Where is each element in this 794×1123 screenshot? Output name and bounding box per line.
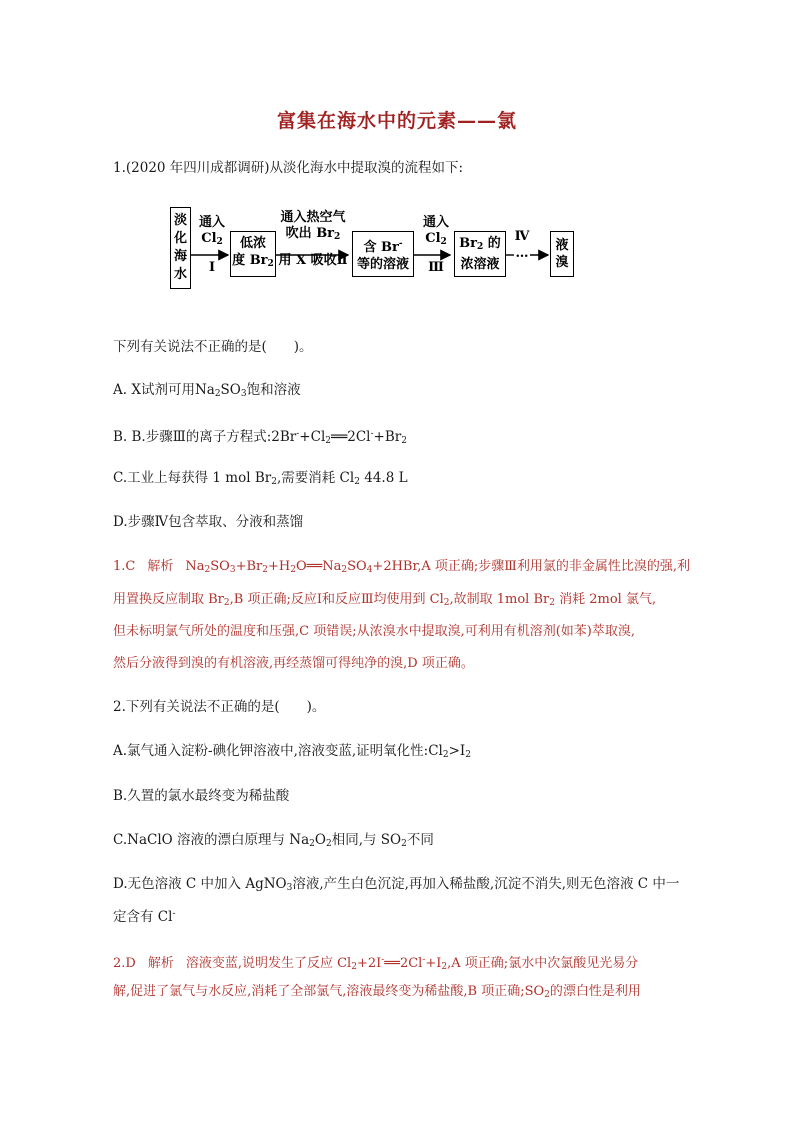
a1-line4: 然后分液得到溴的有机溶液,再经蒸馏可得纯净的溴,D 项正确。 (113, 656, 474, 671)
step1-label (194, 215, 230, 276)
step3-label (418, 215, 454, 276)
q1-intro: 1.(2020 年四川成都调研)从淡化海水中提取溴的流程如下: (113, 160, 464, 176)
step4-dots: … (515, 246, 529, 261)
step2-label (274, 210, 352, 269)
page-title: 富集在海水中的元素——氯 (276, 110, 517, 132)
step1-number: Ⅰ (208, 260, 216, 275)
box1-char: 化 (173, 231, 187, 246)
box3-line1: 含 Br- (363, 238, 403, 255)
step2-line3: 用 X 吸收Ⅱ (278, 253, 348, 268)
step2-line1: 通入热空气 (280, 210, 346, 225)
q2-stem: 2.下列有关说法不正确的是( )。 (113, 699, 326, 715)
q2-option-d-line1: D.无色溶液 C 中加入 AgNO$_3$溶液,产生白色沉淀,再加入稀盐酸,沉淀不消失,则无色溶液 C 中一 (113, 876, 680, 893)
a1-line2: 用置换反应制取 $Br_2,B$ 项正确;反应Ⅰ和反应Ⅲ均使用到 $Cl_2$,故制取 1mol $Br_2$ 消耗 2mol 氯气, (113, 592, 657, 608)
box2-line1: 低浓 (239, 236, 266, 251)
box5-char: 溴 (555, 255, 569, 270)
step4-label: Ⅳ (514, 229, 530, 244)
q2-option-a: A.氯气通入淀粉-碘化钾溶液中,溶液变蓝,证明氧化性$:Cl_2>I_2$ (113, 743, 472, 760)
a2-line2: 解,促进了氯气与水反应,消耗了全部氯气,溶液最终变为稀盐酸,B 项正确$;SO_2$的漂白性是利用 (113, 984, 641, 1000)
box5-char: 液 (555, 238, 569, 253)
step1-top: 通入 (198, 215, 225, 230)
box1-char: 水 (173, 267, 187, 282)
q1-option-c: C.工业上每获得 1 mol $Br_2$,需要消耗 $Cl_2$ 44.8 L (113, 470, 408, 487)
a2-line1: 2.D 解析 溶液变蓝,说明发生了反应 $Cl_2+2I^-══2Cl^-+I_2,A$ 项正确;氯水中次氯酸见光易分 (113, 955, 639, 972)
step3-top: 通入 (422, 215, 449, 230)
q1-stem: 下列有关说法不正确的是( )。 (113, 339, 313, 355)
q1-option-a: A. X试剂可用$Na_2SO_3$饱和溶液 (113, 382, 301, 399)
box-br2-concentrated (454, 231, 506, 277)
box-liquid-bromine (550, 231, 574, 277)
q2-option-b: B.久置的氯水最终变为稀盐酸 (113, 788, 290, 804)
bromine-extraction-flowchart (168, 205, 588, 293)
q1-option-d: D.步骤Ⅳ包含萃取、分液和蒸馏 (113, 514, 304, 530)
box-br-solution (352, 231, 414, 277)
box1-char: 淡 (173, 213, 187, 228)
q2-option-c: C.NaClO 溶液的漂白原理与 $Na_2O_2$相同,与 $SO_2$不同 (113, 832, 434, 849)
step3-chem: $Cl_2$ (425, 231, 447, 247)
box3-line2: 等的溶液 (356, 256, 409, 272)
step3-number: Ⅲ (428, 260, 444, 275)
step1-chem: $Cl_2$ (201, 231, 223, 247)
box1-char: 海 (173, 249, 187, 264)
step2-line2: 吹出 $Br_2$ (285, 226, 341, 242)
box4-line2: 浓溶液 (460, 257, 500, 272)
box-low-conc-br2 (230, 231, 276, 277)
box-desalinated-seawater (170, 207, 191, 289)
box4-line1: $Br_2$ 的 (459, 236, 501, 252)
a1-line3: 但未标明氯气所处的温度和压强,C 项错误;从浓溴水中提取溴,可利用有机溶剂(如苯)萃取溴, (113, 624, 636, 639)
box2-line2: 度 $Br_2$ (232, 253, 274, 269)
q2-option-d-line2: 定含有 Cl- (113, 909, 176, 925)
q1-option-b: B. B.步骤Ⅲ的离子方程式$:2Br^-+Cl_2══2Cl^-+Br_2$ (113, 429, 407, 446)
a1-line1: 1.C 解析 $Na_2SO_3+Br_2+H_2O══Na_2SO_4+2HBr,A$ 项正确;步骤Ⅲ利用氯的非金属性比溴的强,利 (113, 559, 690, 575)
